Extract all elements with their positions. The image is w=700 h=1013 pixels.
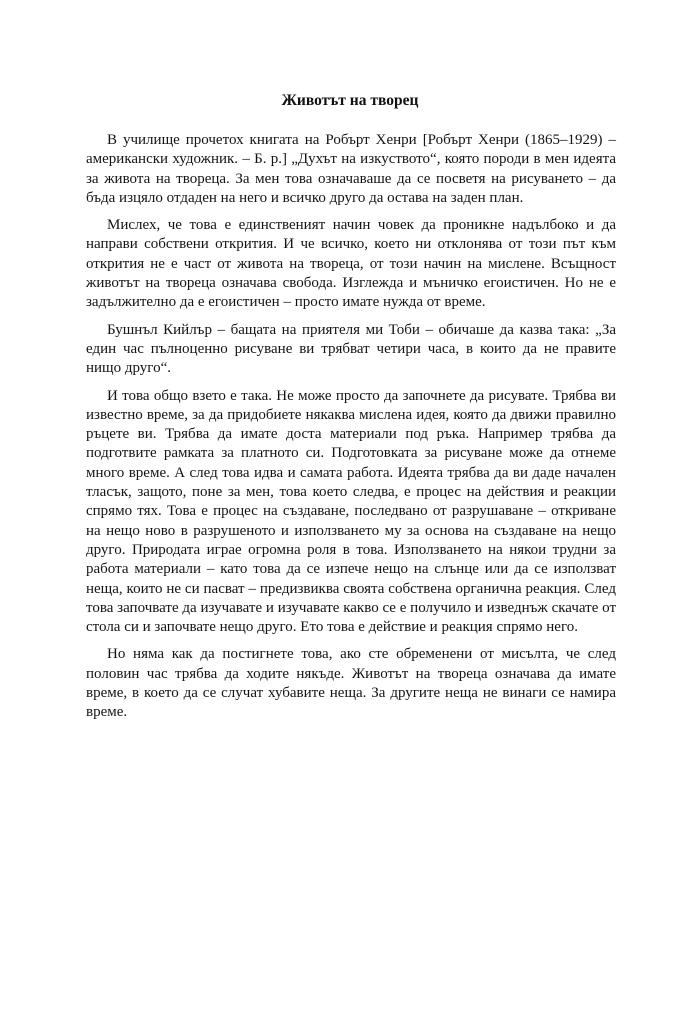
body-text xyxy=(86,131,616,731)
page-title: Животът на творец xyxy=(281,92,419,109)
paragraph: Но няма как да постигнете това, ако сте обременени от мисълта, че след половин час трябва да ходите някъде. Животът на твореца означава да имате време, в което да се случат хубавите неща. За другите неща не винаги се намира време. xyxy=(86,646,616,721)
paragraph: В училище прочетох книгата на Робърт Хенри [Робърт Хенри (1865–1929) – американски художник. – Б. р.] „Духът на изкуството“, която породи в мен идеята за живота на твореца. За мен това означаваше да се посветя на рисуването – да бъда изцяло отдаден на него и всичко друго да остава на заден план. xyxy=(86,132,616,206)
paragraph: Мислех, че това е единственият начин човек да проникне надълбоко и да направи собствени открития. И че всичко, което ни отклонява от този път към открития не е част от живота на твореца, от този начин на мислене. Всъщност животът на твореца означава свобода. Изглежда и мъничко егоистичен. Но не е задължително да е егоистичен – просто имате нужда от време. xyxy=(86,217,616,311)
paragraph: Бушнъл Кийлър – бащата на приятеля ми Тоби – обичаше да казва така: „За един час пълноценно рисуване ви трябват четири часа, в които да не правите нищо друго“. xyxy=(86,321,616,377)
paragraph: И това общо взето е така. Не може просто да започнете да рисувате. Трябва ви известно време, за да придобиете някаква мислена идея, която да движи правилно ръцете ви. Трябва да имате доста материали под ръка. Например трябва да подготвите рамката за платното си. Подготовката за рисуване може да отнеме много време. А след това идва и самата работа. Идеята трябва да ви даде начален тласък, защото, поне за мен, това което следва, е процес на действия и реакции спрямо тях. Това е процес на създаване, последвано от разрушаване – откриване на нещо ново в разрушеното и използването му за основа на създаване на нещо друго. Природата играе огромна роля в това. Използването на някои трудни за работа материали – като това да се изпече нещо на слънце или да се използват неща, които не си пасват – предизвиква своята собствена органична реакция. След това започвате да изучавате и изучавате какво се е получило и изведнъж скачате от стола си и започвате нещо друго. Ето това е действие и реакция спрямо него. xyxy=(86,387,616,636)
